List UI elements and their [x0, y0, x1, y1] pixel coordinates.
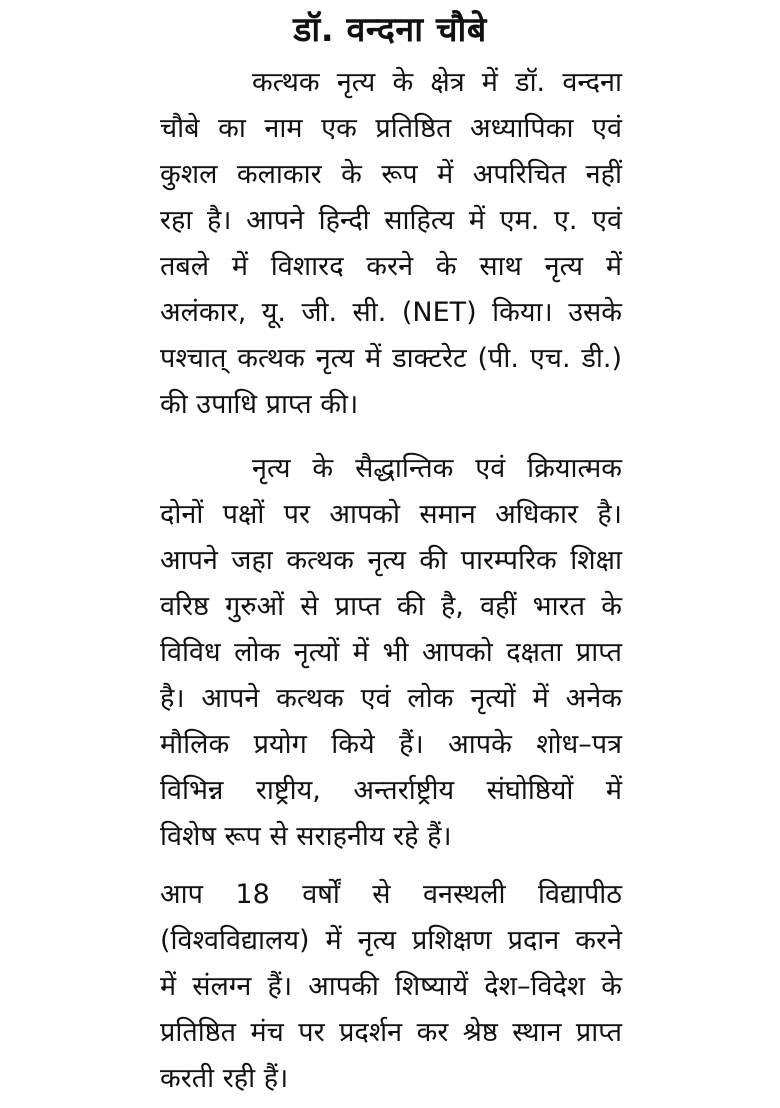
paragraph-line: कुशल कलाकार के रूप में अपरिचित नहीं — [160, 159, 622, 190]
paragraph-line: आपने जहा कत्थक नृत्य की पारम्परिक शिक्षा — [160, 545, 622, 576]
paragraph-line: है। आपने कत्थक एवं लोक नृत्यों में अनेक — [160, 683, 622, 714]
paragraph-line: अलंकार, यू. जी. सी. (NET) किया। उसके — [160, 297, 622, 328]
page-title: डॉ. वन्दना चौबे — [293, 10, 487, 50]
paragraph-line: प्रतिष्ठित मंच पर प्रदर्शन कर श्रेष्ठ स्थान प्राप्त — [160, 1017, 622, 1048]
paragraph-1 — [160, 60, 622, 428]
paragraph-line: तबले में विशारद करने के साथ नृत्य में — [160, 251, 622, 282]
paragraph-line: आप 18 वर्षों से वनस्थली विद्यापीठ — [160, 879, 622, 910]
paragraph-2 — [160, 446, 622, 860]
paragraph-line: चौबे का नाम एक प्रतिष्ठित अध्यापिका एवं — [160, 113, 622, 144]
paragraph-3 — [160, 872, 622, 1102]
paragraph-line: करती रही हैं। — [160, 1063, 289, 1094]
paragraph-line: मौलिक प्रयोग किये हैं। आपके शोध–पत्र — [160, 729, 622, 760]
paragraph-line: विविध लोक नृत्यों में भी आपको दक्षता प्राप्त — [160, 637, 622, 668]
paragraph-line: रहा है। आपने हिन्दी साहित्य में एम. ए. एवं — [160, 205, 622, 236]
paragraph-line: (विश्वविद्यालय) में नृत्य प्रशिक्षण प्रदान करने — [160, 925, 622, 956]
paragraph-line: पश्चात् कत्थक नृत्य में डाक्टरेट (पी. एच. डी.) — [160, 343, 622, 374]
paragraph-line: विशेष रूप से सराहनीय रहे हैं। — [160, 821, 452, 852]
paragraph-line: कत्थक नृत्य के क्षेत्र में डॉ. वन्दना — [252, 67, 622, 98]
paragraph-line: दोनों पक्षों पर आपको समान अधिकार है। — [160, 499, 622, 530]
paragraph-line: में संलग्न हैं। आपकी शिष्यायें देश–विदेश के — [160, 971, 622, 1002]
paragraph-line: वरिष्ठ गुरुओं से प्राप्त की है, वहीं भारत के — [160, 591, 622, 622]
paragraph-line: नृत्य के सैद्धान्तिक एवं क्रियात्मक — [252, 453, 622, 484]
paragraph-line: की उपाधि प्राप्त की। — [160, 389, 359, 420]
paragraph-line: विभिन्न राष्ट्रीय, अन्तर्राष्ट्रीय संघोष्ठियों में — [160, 775, 622, 806]
